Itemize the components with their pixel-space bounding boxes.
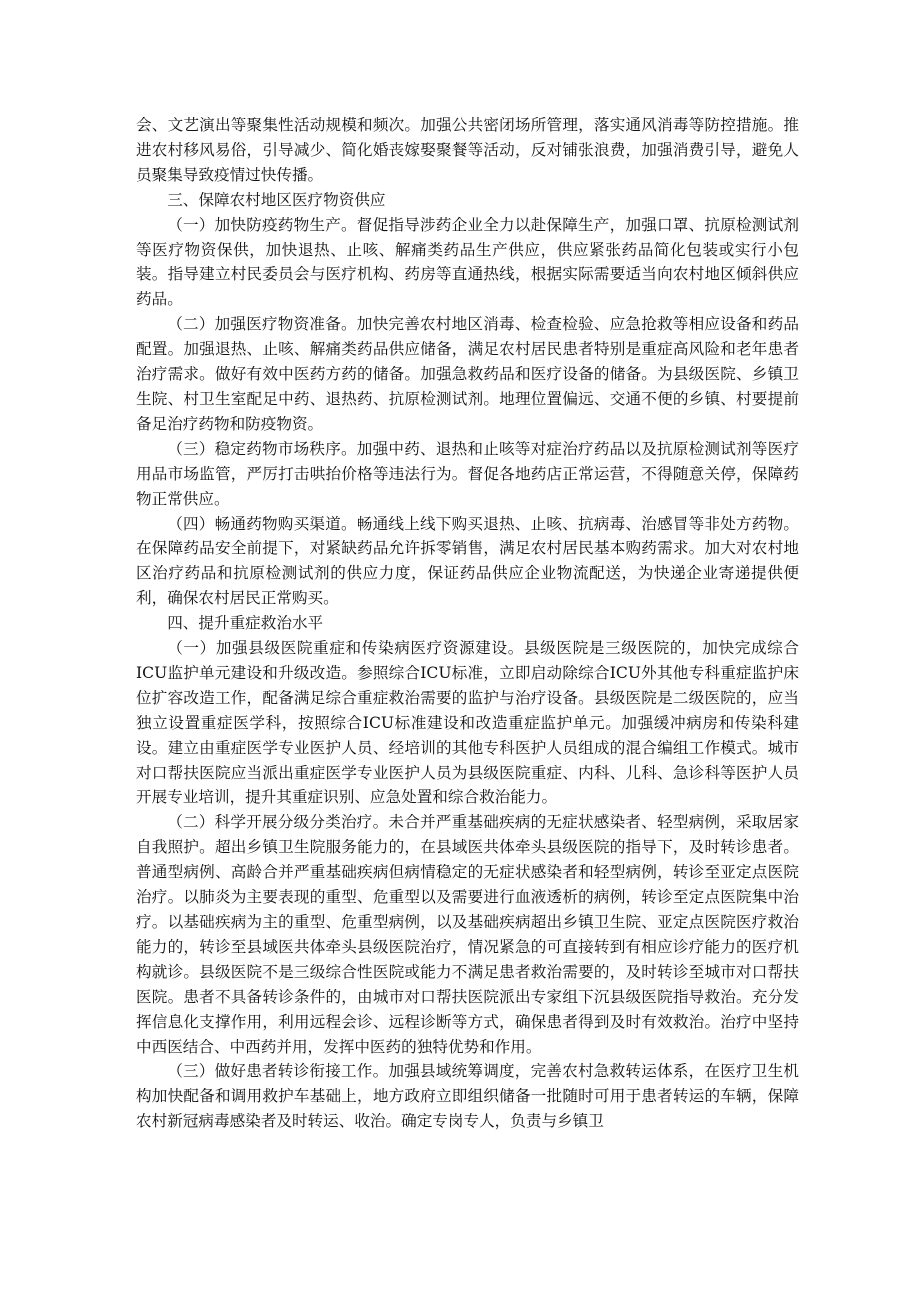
section-heading-four: 四、提升重症救治水平 [167, 614, 324, 633]
paragraph-3-4: （四）畅通药物购买渠道。畅通线上线下购买退热、止咳、抗病毒、治感冒等非处方药物。在保障药品安全前提下，对紧缺药品允许拆零销售，满足农村居民基本购药需求。加大对农村地区治疗药品和抗原检测试剂的供应力度，保证药品供应企业物流配送，为快递企业寄递提供便利，确保农村居民正常购买。 [136, 514, 799, 608]
paragraph-3-2: （二）加强医疗物资准备。加快完善农村地区消毒、检查检验、应急抢救等相应设备和药品配置。加强退热、止咳、解痛类药品供应储备，满足农村居民患者特别是重症高风险和老年患者治疗需求。做好有效中医药方药的储备。加强急救药品和医疗设备的储备。为县级医院、乡镇卫生院、村卫生室配足中药、退热药、抗原检测试剂。地理位置偏远、交通不便的乡镇、村要提前备足治疗药物和防疫物资。 [136, 315, 799, 433]
paragraph-3-3: （三）稳定药物市场秩序。加强中药、退热和止咳等对症治疗药品以及抗原检测试剂等医疗用品市场监管，严厉打击哄抬价格等违法行为。督促各地药店正常运营，不得随意关停，保障药物正常供应。 [136, 439, 799, 508]
paragraph-3-1: （一）加快防疫药物生产。督促指导涉药企业全力以赴保障生产，加强口罩、抗原检测试剂等医疗物资保供，加快退热、止咳、解痛类药品生产供应，供应紧张药品简化包装或实行小包装。指导建立村民委员会与医疗机构、药房等直通热线，根据实际需要适当向农村地区倾斜供应药品。 [136, 215, 799, 309]
section-heading-three: 三、保障农村地区医疗物资供应 [167, 190, 386, 209]
paragraph-4-2: （二）科学开展分级分类治疗。未合并严重基础疾病的无症状感染者、轻型病例，采取居家自我照护。超出乡镇卫生院服务能力的，在县域医共体牵头县级医院的指导下，及时转诊患者。普通型病例、高龄合并严重基础疾病但病情稳定的无症状感染者和轻型病例，转诊至亚定点医院治疗。以肺炎为主要表现的重型、危重型以及需要进行血液透析的病例，转诊至定点医院集中治疗。以基础疾病为主的重型、危重型病例，以及基础疾病超出乡镇卫生院、亚定点医院医疗救治能力的，转诊至县域医共体牵头县级医院治疗，情况紧急的可直接转到有相应诊疗能力的医疗机构就诊。县级医院不是三级综合性医院或能力不满足患者救治需要的，及时转诊至城市对口帮扶医院。患者不具备转诊条件的，由城市对口帮扶医院派出专家组下沉县级医院指导救治。充分发挥信息化支撑作用，利用远程会诊、远程诊断等方式，确保患者得到及时有效救治。治疗中坚持中西医结合、中西药并用，发挥中医药的独特优势和作用。 [136, 813, 799, 1056]
paragraph-4-1: （一）加强县级医院重症和传染病医疗资源建设。县级医院是三级医院的，加快完成综合ICU监护单元建设和升级改造。参照综合ICU标准，立即启动除综合ICU外其他专科重症监护床位扩容改造工作，配备满足综合重症救治需要的监护与治疗设备。县级医院是二级医院的，应当独立设置重症医学科，按照综合ICU标准建设和改造重症监护单元。加强缓冲病房和传染科建设。建立由重症医学专业医护人员、经培训的其他专科医护人员组成的混合编组工作模式。城市对口帮扶医院应当派出重症医学专业医护人员为县级医院重症、内科、儿科、急诊科等医护人员开展专业培训，提升其重症识别、应急处置和综合救治能力。 [136, 639, 799, 807]
paragraph-4-3: （三）做好患者转诊衔接工作。加强县域统筹调度，完善农村急救转运体系，在医疗卫生机构加快配备和调用救护车基础上，地方政府立即组织储备一批随时可用于患者转运的车辆，保障农村新冠病毒感染者及时转运、收治。确定专岗专人，负责与乡镇卫 [136, 1062, 799, 1131]
paragraph-continuation: 会、文艺演出等聚集性活动规模和频次。加强公共密闭场所管理，落实通风消毒等防控措施。推进农村移风易俗，引导减少、简化婚丧嫁娶聚餐等活动，反对铺张浪费，加强消费引导，避免人员聚集导致疫情过快传播。 [136, 116, 799, 184]
document-page [136, 113, 799, 1134]
